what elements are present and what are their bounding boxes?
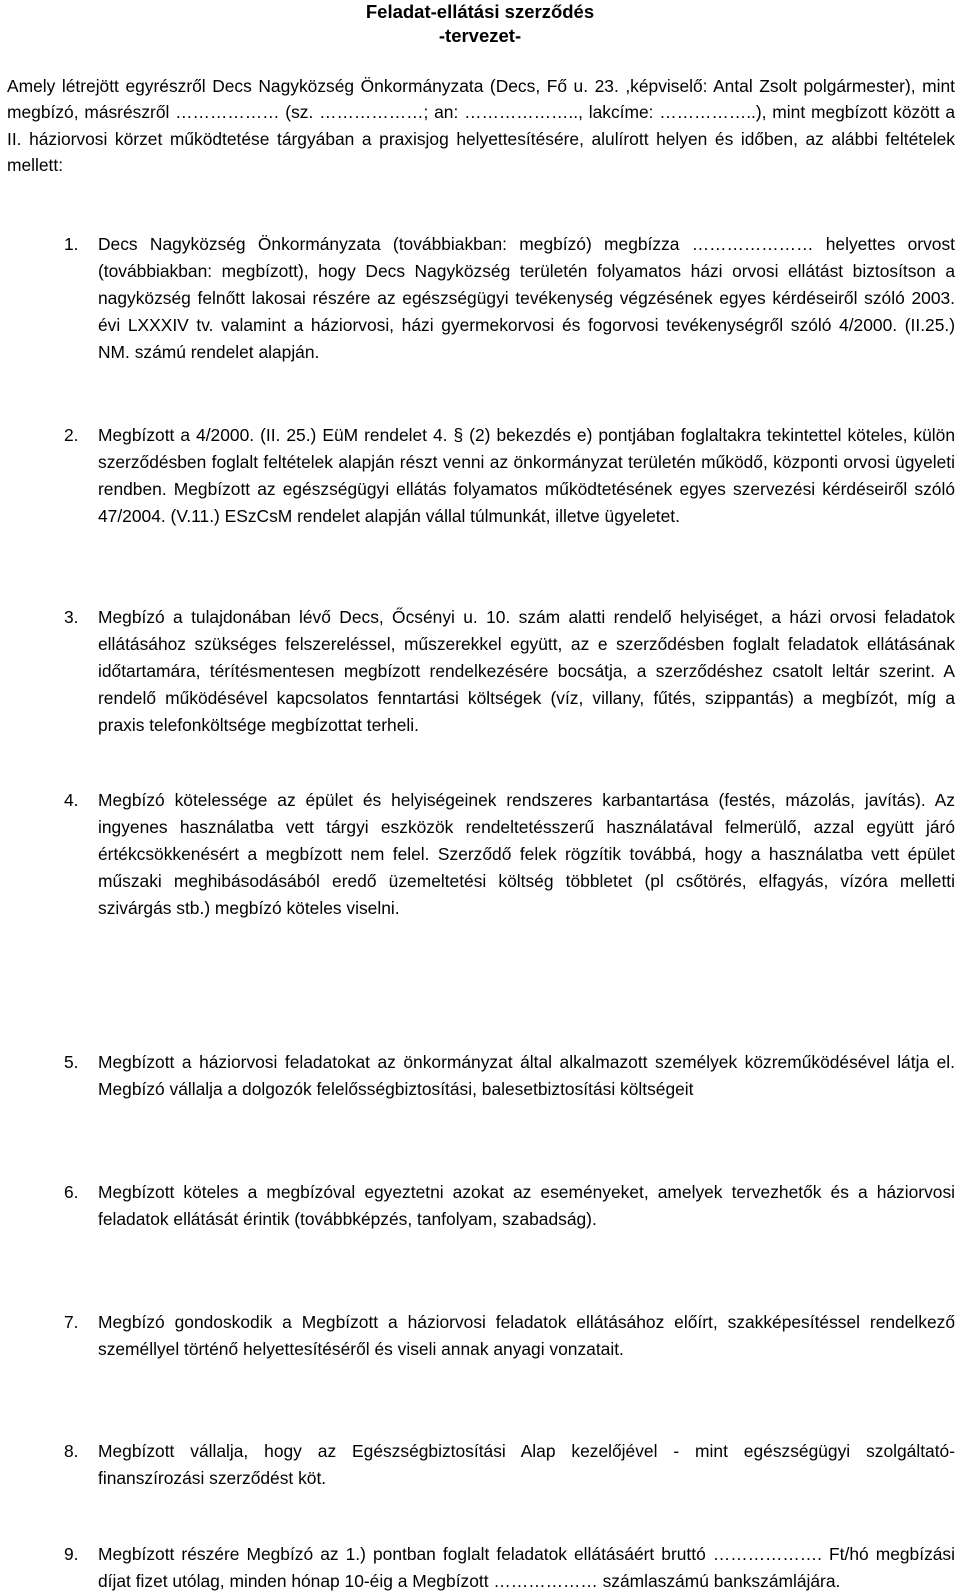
clause-number: 2. xyxy=(64,425,79,445)
intro-text: Amely létrejött egyrészről Decs Nagyközség Önkormányzata (Decs, Fő u. 23. ,képviselő: Antal Zsolt polgármester), mint megbízó, másrészről ……………… (sz. ………………; an: ……………….., lakcíme: ……………..), mint megbízott között a II. háziorvosi körzet működtetése tárgyában a praxisjog helyettesítésére, alulírott helyen és időben, az alábbi feltételek mellett: xyxy=(7,76,955,175)
clause-text: Megbízó a tulajdonában lévő Decs, Őcsényi u. 10. szám alatti rendelő helyiséget, a házi orvosi feladatok ellátásához szükséges felszereléssel, műszerekkel együtt, az e szerződésben foglalt feladatok ellátásának időtartamára, térítésmentesen megbízott rendelkezésére bocsátja, a szerződéshez csatolt leltár szerint. A rendelő működésével kapcsolatos fenntartási költségek (víz, villany, fűtés, szippantás) a megbízót, míg a praxis telefonköltsége megbízottat terheli. xyxy=(98,607,955,736)
clause-text: Megbízó kötelessége az épület és helyiségeinek rendszeres karbantartása (festés, mázolás, javítás). Az ingyenes használatba vett tárgyi eszközök rendeltetésszerű használatával felmerülő, azzal együtt járó értékcsökkenésért a megbízott nem felel. Szerződő felek rögzítik továbbá, hogy a használatba vett épület műszaki meghibásodásából eredő üzemeltetési költség többletet (pl csőtörés, elfagyás, vízóra melletti szivárgás stb.) megbízó köteles viselni. xyxy=(98,790,955,919)
clause-number: 4. xyxy=(64,790,79,810)
clause-text: Megbízott a 4/2000. (II. 25.) EüM rendelet 4. § (2) bekezdés e) pontjában foglaltakra tekintettel köteles, külön szerződésben foglalt feltételek alapján részt venni az önkormányzat területén működő, központi orvosi ügyeleti rendben. Megbízott az egészségügyi ellátás folyamatos működtetésének egyes szervezési kérdéseiről szóló 47/2004. (V.11.) ESzCsM rendelet alapján vállal túlmunkát, illetve ügyeletet. xyxy=(98,425,955,527)
clause-text: Megbízott a háziorvosi feladatokat az önkormányzat által alkalmazott személyek közreműködésével látja el. Megbízó vállalja a dolgozók felelősségbiztosítási, balesetbiztosítási költségeit xyxy=(98,1052,955,1100)
clause-number: 9. xyxy=(64,1544,79,1564)
clause-text: Megbízó gondoskodik a Megbízott a háziorvosi feladatok ellátásához előírt, szakképesítéssel rendelkező személlyel történő helyettesítéséről és viseli annak anyagi vonzatait. xyxy=(98,1312,955,1360)
clause-number: 3. xyxy=(64,607,79,627)
clause-text: Megbízott köteles a megbízóval egyeztetni azokat az eseményeket, amelyek tervezhetők és a háziorvosi feladatok ellátását érintik (továbbképzés, tanfolyam, szabadság). xyxy=(98,1182,955,1230)
intro-paragraph xyxy=(7,73,955,178)
clause-number: 5. xyxy=(64,1052,79,1072)
clause-text: Megbízott vállalja, hogy az Egészségbiztosítási Alap kezelőjével - mint egészségügyi szolgáltató- finanszírozási szerződést köt. xyxy=(98,1441,955,1489)
clause-number: 7. xyxy=(64,1312,79,1332)
clause-text: Megbízott részére Megbízó az 1.) pontban foglalt feladatok ellátásáért bruttó ………………. Ft/hó megbízási díjat fizet utólag, minden hónap 10-éig a Megbízott ……………… számlaszámú bankszámlájára. xyxy=(98,1544,955,1592)
clause-number: 8. xyxy=(64,1441,79,1461)
clause-number: 6. xyxy=(64,1182,79,1202)
clause-text: Decs Nagyközség Önkormányzata (továbbiakban: megbízó) megbízza ………………… helyettes orvost (továbbiakban: megbízott), hogy Decs Nagyközség területén folyamatos házi orvosi ellátást biztosítson a nagyközség felnőtt lakosai részére az egészségügyi tevékenység végzésének egyes kérdéseiről szóló 2003. évi LXXXIV tv. valamint a háziorvosi, házi gyermekorvosi és fogorvosi tevékenységről szóló 4/2000. (II.25.) NM. számú rendelet alapján. xyxy=(98,234,955,363)
document-subtitle: -tervezet- xyxy=(438,25,522,46)
document-title: Feladat-ellátási szerződés xyxy=(365,1,595,22)
clause-number: 1. xyxy=(64,234,79,254)
title-block xyxy=(0,0,960,48)
